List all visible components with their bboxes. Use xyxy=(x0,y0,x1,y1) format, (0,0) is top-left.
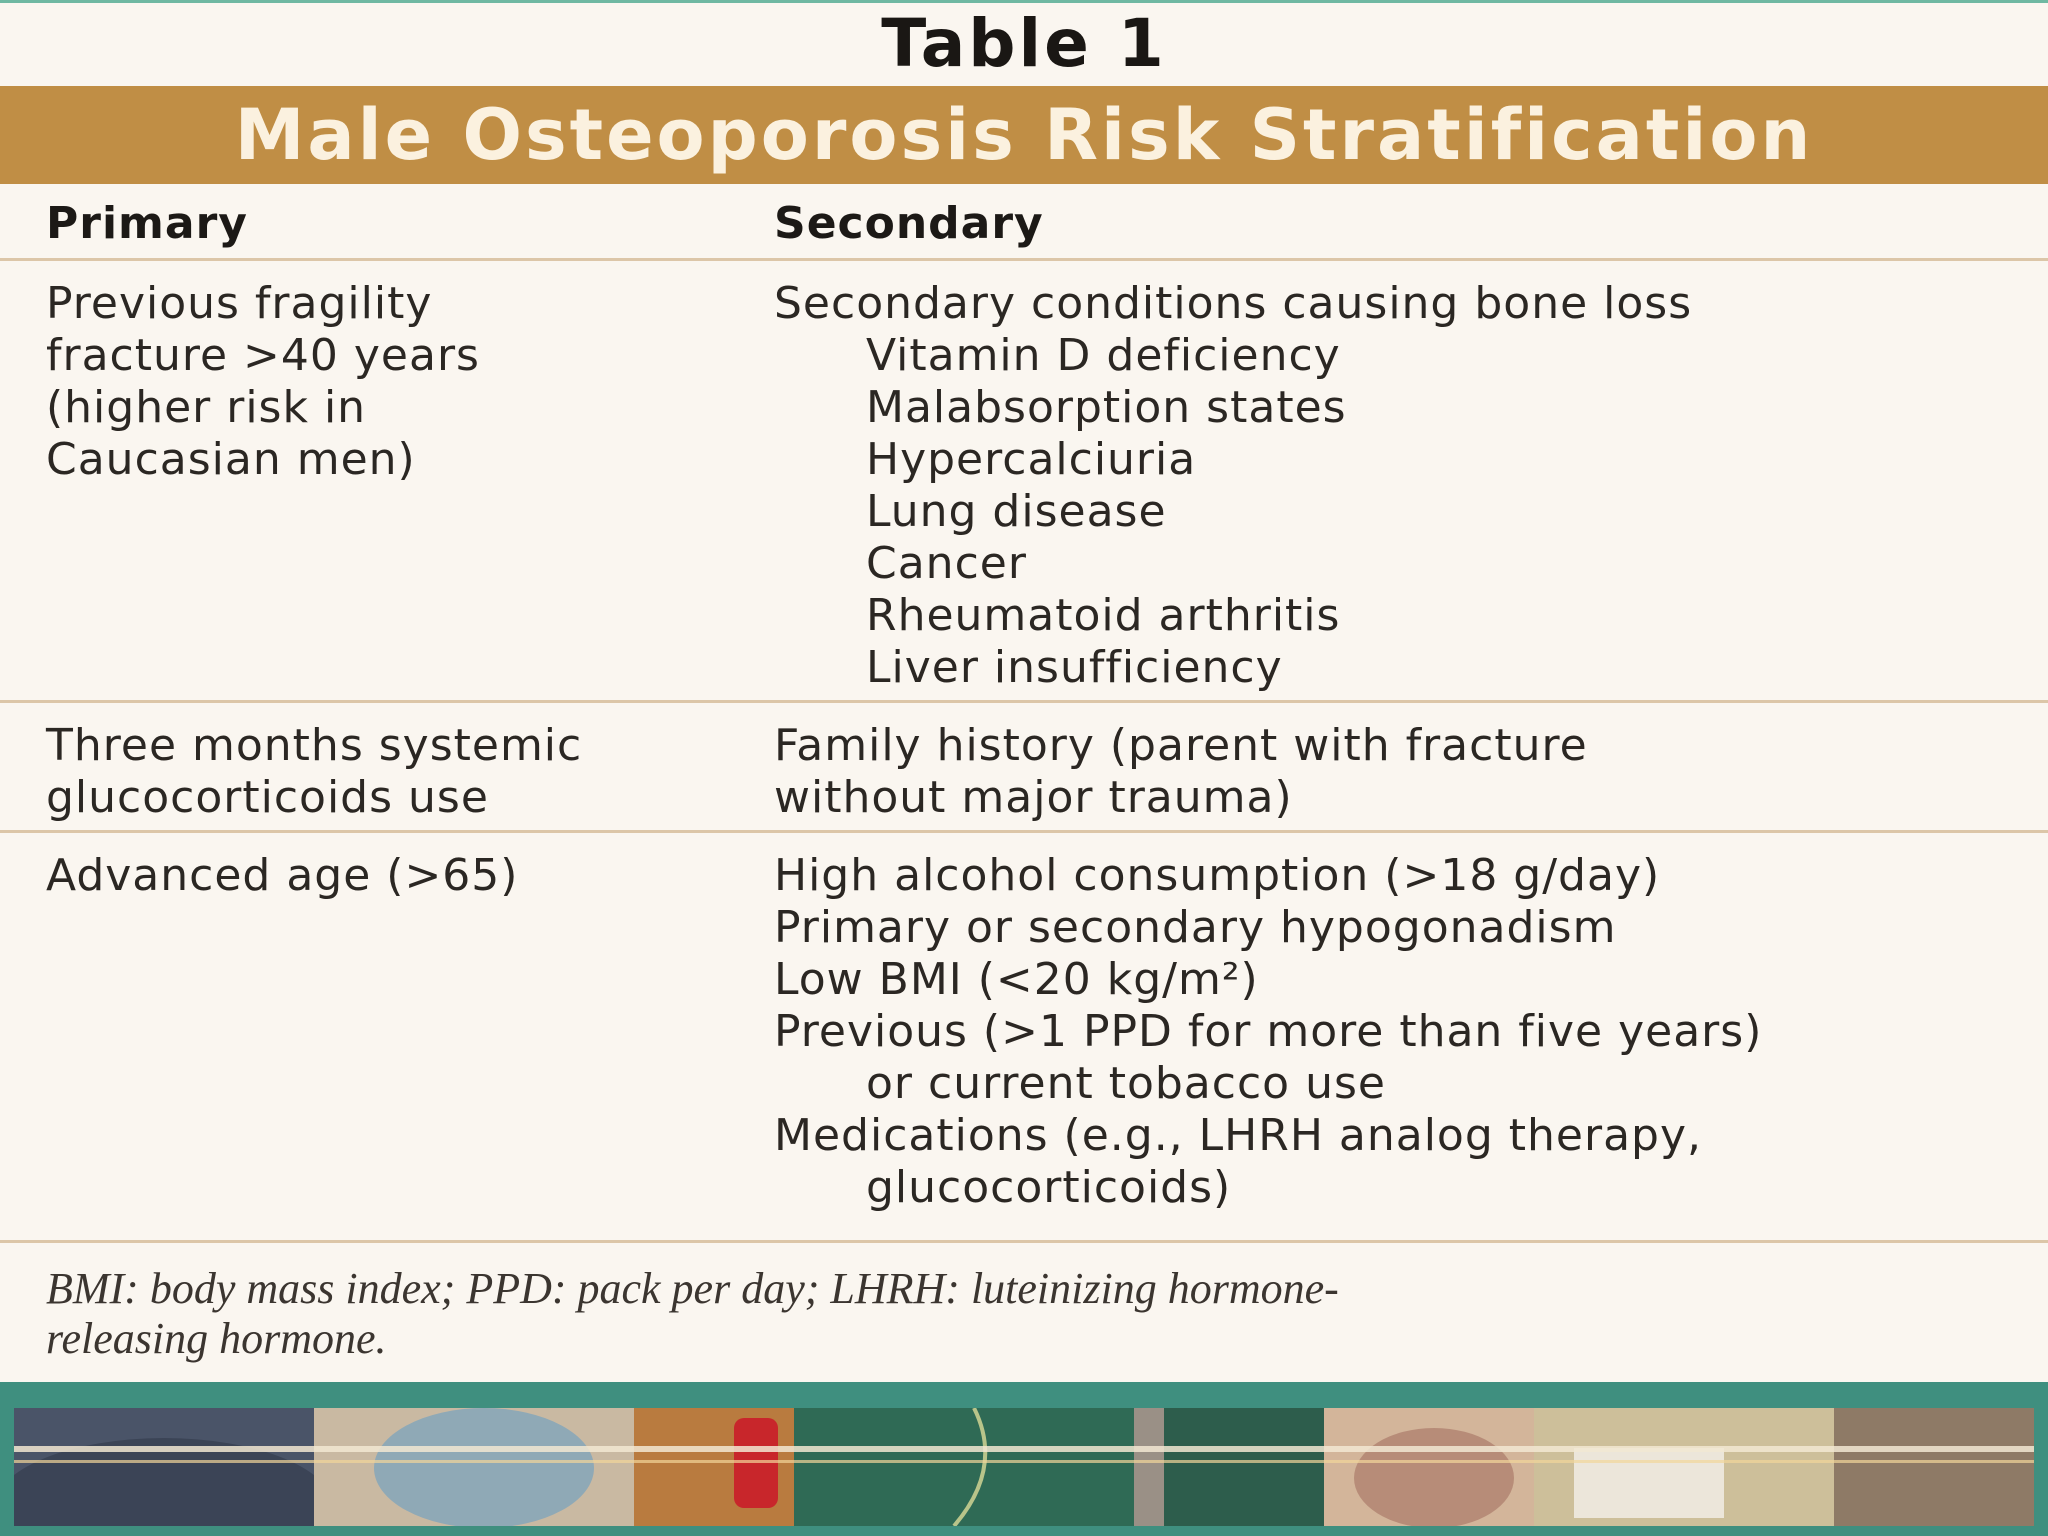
condition-item: Liver insufficiency xyxy=(866,642,1283,693)
row-1-primary-cell xyxy=(46,278,736,486)
row-divider xyxy=(0,830,2048,833)
risk-factor-item: High alcohol consumption (>18 g/day) xyxy=(774,850,1661,901)
condition-item: Malabsorption states xyxy=(866,382,1347,433)
risk-factor-item: Medications (e.g., LHRH analog therapy, xyxy=(774,1110,1702,1161)
top-accent-strip xyxy=(0,0,2048,3)
table-caption: Table 1 xyxy=(881,5,1167,82)
row-3-primary-cell xyxy=(46,850,736,902)
condition-item: Vitamin D deficiency xyxy=(866,330,1341,381)
risk-factor-continuation: or current tobacco use xyxy=(866,1058,1386,1109)
risk-factor-item: Primary or secondary hypogonadism xyxy=(774,902,1617,953)
cell-line: without major trauma) xyxy=(774,772,1293,823)
condition-item: Hypercalciuria xyxy=(866,434,1197,485)
cell-line: Caucasian men) xyxy=(46,434,416,485)
row-2-secondary-cell xyxy=(774,720,2024,824)
header-divider xyxy=(0,258,2048,261)
condition-item: Lung disease xyxy=(866,486,1167,537)
row-3-secondary-cell xyxy=(774,850,2024,1214)
cell-line: fracture >40 years xyxy=(46,330,480,381)
risk-factor-item: Previous (>1 PPD for more than five years) xyxy=(774,1006,1763,1057)
risk-factor-continuation: glucocorticoids) xyxy=(866,1162,1232,1213)
cell-line: Advanced age (>65) xyxy=(46,850,519,901)
row-1-secondary-cell xyxy=(774,278,2024,694)
cell-line: Three months systemic xyxy=(46,720,583,771)
column-header-primary: Primary xyxy=(46,198,248,249)
table-title-bar: Male Osteoporosis Risk Stratification xyxy=(0,86,2048,184)
cell-line: Previous fragility xyxy=(46,278,433,329)
condition-item: Rheumatoid arthritis xyxy=(866,590,1341,641)
table-footnote xyxy=(46,1264,1946,1364)
cell-line: glucocorticoids use xyxy=(46,772,489,823)
row-divider xyxy=(0,700,2048,703)
footnote-line: releasing hormone. xyxy=(46,1314,387,1363)
column-header-secondary: Secondary xyxy=(774,198,1044,249)
cell-line: Family history (parent with fracture xyxy=(774,720,1588,771)
cell-line: (higher risk in xyxy=(46,382,367,433)
row-2-primary-cell xyxy=(46,720,736,824)
condition-item: Cancer xyxy=(866,538,1027,589)
footnote-line: BMI: body mass index; PPD: pack per day; LHRH: luteinizing hormone- xyxy=(46,1264,1339,1313)
risk-factor-item: Low BMI (<20 kg/m²) xyxy=(774,954,1259,1005)
table-bottom-rule xyxy=(0,1240,2048,1243)
secondary-conditions-heading: Secondary conditions causing bone loss xyxy=(774,278,1693,329)
decorative-photo-strip xyxy=(14,1408,2034,1526)
photo-collage-graphic xyxy=(14,1408,2034,1526)
